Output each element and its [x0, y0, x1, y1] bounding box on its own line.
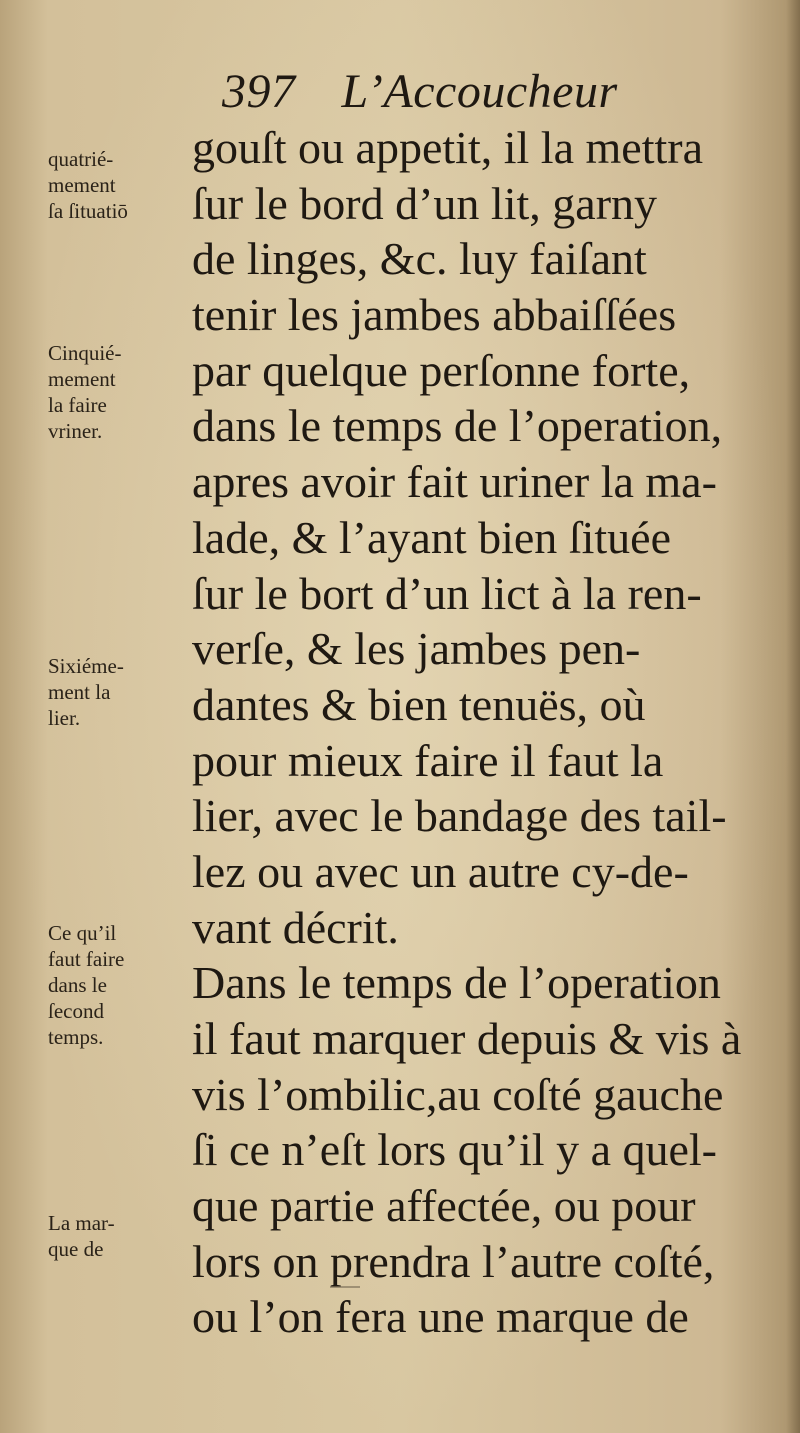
- margin-note-line: ſecond: [48, 999, 104, 1023]
- margin-note-line: que de: [48, 1237, 104, 1261]
- margin-note-line: Sixiéme-: [48, 654, 124, 678]
- margin-note-line: mement: [48, 173, 116, 197]
- margin-note-line: dans le: [48, 973, 107, 997]
- body-text: [192, 120, 772, 1345]
- signature-mark: [330, 1286, 360, 1288]
- text-line: vis l’ombilic,au coſté gauche: [192, 1068, 724, 1120]
- margin-note-cinquiemement: [48, 340, 198, 444]
- margin-note-line: la faire: [48, 393, 107, 417]
- margin-note-line: faut faire: [48, 947, 125, 971]
- text-line: ou l’on fera une marque de: [192, 1291, 689, 1343]
- text-line: apres avoir fait uriner la ma-: [192, 456, 717, 508]
- margin-note-line: lier.: [48, 706, 81, 730]
- text-line: lez ou avec un autre cy-de-: [192, 845, 689, 897]
- text-line: par quelque perſonne forte,: [192, 344, 691, 396]
- text-line: tenir les jambes abbaiſſées: [192, 289, 677, 341]
- text-line: ſur le bord d’un lit, garny: [192, 177, 658, 229]
- text-line: il faut marquer depuis & vis à: [192, 1013, 742, 1064]
- margin-note-line: ſa ſituatiō: [48, 199, 128, 223]
- margin-note-line: Ce qu’il: [48, 921, 117, 945]
- text-line: lade, & l’ayant bien ſituée: [192, 511, 671, 563]
- margin-note-line: ment la: [48, 680, 111, 704]
- page-number: 397: [222, 65, 296, 118]
- margin-note-la-marque: [48, 1210, 198, 1262]
- text-line: gouſt ou appetit, il la mettra: [192, 122, 703, 173]
- margin-note-sixiemement: [48, 653, 198, 731]
- text-line: dantes & bien tenuës, où: [192, 678, 646, 730]
- page-header: [222, 62, 618, 122]
- margin-note-line: Cinquié-: [48, 341, 122, 365]
- text-line: dans le temps de l’operation,: [192, 400, 723, 452]
- text-line: que partie affectée, ou pour: [192, 1180, 696, 1232]
- text-line: ſur le bort d’un lict à la ren-: [192, 567, 702, 619]
- text-line: lors on prendra l’autre coſté,: [192, 1235, 715, 1287]
- text-line: lier, avec le bandage des tail-: [192, 790, 727, 842]
- text-line: verſe, & les jambes pen-: [192, 623, 641, 675]
- margin-note-second-temps: [48, 920, 198, 1050]
- margin-note-line: temps.: [48, 1025, 104, 1049]
- text-line: pour mieux faire il faut la: [192, 734, 664, 786]
- margin-note-line: La mar-: [48, 1211, 115, 1235]
- margin-note-quatriemement: [48, 146, 198, 224]
- text-line: Dans le temps de l’operation: [192, 957, 721, 1009]
- margin-note-line: quatrié-: [48, 147, 114, 171]
- text-line: ſi ce n’eſt lors qu’il y a quel-: [192, 1124, 718, 1176]
- margin-note-line: vriner.: [48, 419, 103, 443]
- text-line: vant décrit.: [192, 901, 399, 953]
- running-title: L’Accoucheur: [341, 65, 618, 118]
- text-line: de linges, &c. luy faiſant: [192, 233, 647, 285]
- page-edge-shadow: [786, 0, 800, 1433]
- margin-note-line: mement: [48, 367, 116, 391]
